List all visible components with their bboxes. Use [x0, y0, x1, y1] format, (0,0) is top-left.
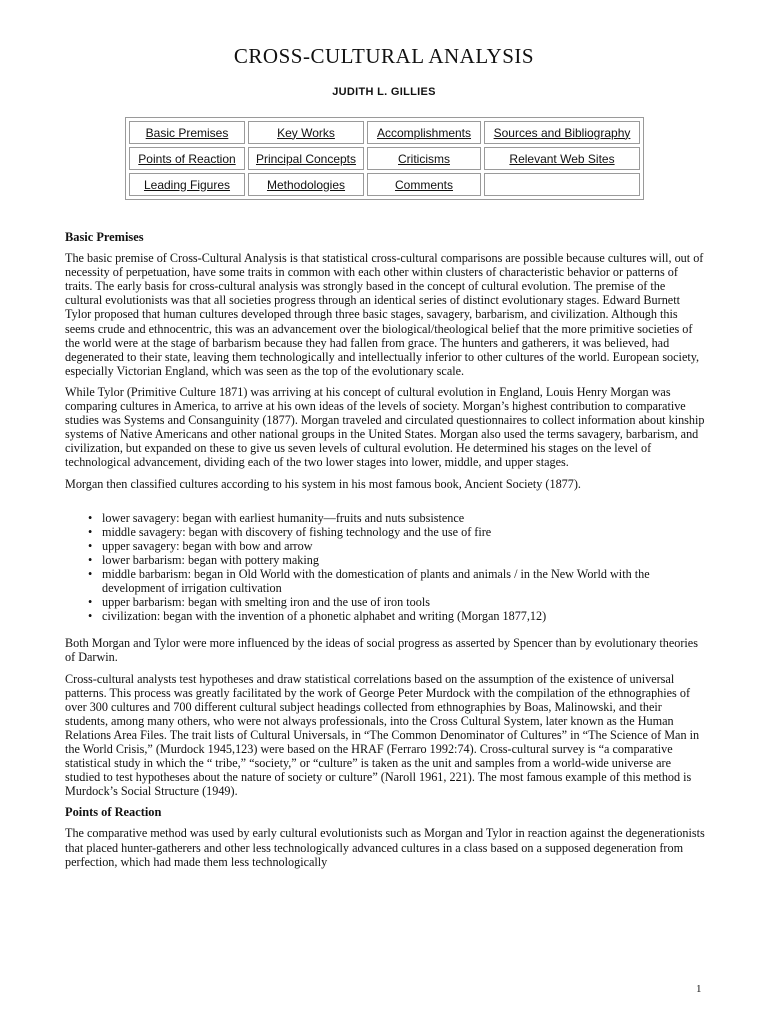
link-relevant-web-sites[interactable]: Relevant Web Sites	[509, 151, 615, 166]
nav-cell	[484, 147, 640, 170]
bullet-icon: •	[88, 609, 93, 624]
list-item: • middle barbarism: began in Old World with the domestication of plants and animals / in the New World with the development of irrigation cultivation	[88, 566, 650, 596]
bullet-icon: •	[88, 552, 93, 567]
page-number: 1	[696, 983, 702, 995]
nav-row	[129, 147, 640, 170]
bullet-icon: •	[88, 510, 93, 525]
nav-cell	[367, 121, 481, 144]
list-item: • middle savagery: began with discovery of fishing technology and the use of fire	[88, 524, 492, 539]
link-basic-premises[interactable]: Basic Premises	[145, 125, 229, 140]
nav-cell	[367, 173, 481, 196]
nav-cell	[248, 147, 364, 170]
nav-cell	[484, 121, 640, 144]
paragraph: Both Morgan and Tylor were more influenced by the ideas of social progress as asserted by Spencer than by evolutionary theories of Darwin.	[65, 636, 698, 665]
link-criticisms[interactable]: Criticisms	[398, 151, 450, 166]
link-accomplishments[interactable]: Accomplishments	[376, 125, 472, 140]
link-comments[interactable]: Comments	[394, 177, 453, 192]
nav-cell-empty	[484, 173, 640, 196]
nav-cell	[367, 147, 481, 170]
list-item: • civilization: began with the invention of a phonetic alphabet and writing (Morgan 1877,12)	[88, 609, 547, 624]
evolution-stages-list	[65, 511, 705, 624]
section-heading-basic-premises: Basic Premises	[65, 230, 144, 244]
bullet-icon: •	[88, 595, 93, 610]
link-leading-figures[interactable]: Leading Figures	[143, 177, 231, 192]
paragraph: Morgan then classified cultures according to his system in his most famous book, Ancient Society (1877).	[65, 476, 581, 491]
link-methodologies[interactable]: Methodologies	[266, 177, 346, 192]
section-heading-points-of-reaction: Points of Reaction	[65, 805, 162, 820]
main-content	[65, 230, 705, 876]
paragraph: While Tylor (Primitive Culture 1871) was arriving at his concept of cultural evolution in England, Louis Henry Morgan was comparing cultures in America, to arrive at his own ideas of the levels of society. Morgan’s highest contribution to comparative studies was Systems and Consanguinity (1877). Morgan traveled and circulated questionnaires to collect information about kinship systems of Native Americans and other national groups in the United States. Morgan also used the terms savagery, barbarism, and civilization, but expanded on these to give us seven levels of cultural evolution. He determined his stages on the level of technological advancement, dividing each of the two lower stages into lower, middle, and upper stages.	[65, 384, 705, 470]
nav-cell	[129, 121, 245, 144]
list-item: • lower savagery: began with earliest humanity—fruits and nuts subsistence	[88, 510, 465, 525]
paragraph: Cross-cultural analysts test hypotheses and draw statistical correlations based on the assumption of the existence of universal patterns. This process was greatly facilitated by the work of George Peter Murdock with the compilation of the ethnographies of over 300 cultures and 700 different cultural subject headings collected from ethnographies by Boas, Malinowski, and their students, among many others, who were not always professionals, into the Cross Cultural System, later known as the Human Relations Area Files. The trait lists of Cultural Universals, in “The Common Denominator of Cultures” in “The Science of Man in the World Crisis,” (Murdock 1945,123) were based on the HRAF (Ferraro 1992:74). Cross-cultural survey is “a comparative statistical study in which the “ tribe,” “society,” or “culture” is taken as the unit and samples from a world-wide universe are studied to test hypotheses about the nature of society or culture” (Naroll 1961, 221). The most famous example of this method is Murdock’s Social Structure (1949).	[65, 671, 700, 799]
link-sources-bibliography[interactable]: Sources and Bibliography	[493, 125, 631, 140]
document-title: CROSS-CULTURAL ANALYSIS	[233, 44, 535, 68]
nav-cell	[248, 173, 364, 196]
nav-cell	[129, 147, 245, 170]
link-points-of-reaction[interactable]: Points of Reaction	[138, 151, 236, 166]
nav-cell	[248, 121, 364, 144]
paragraph: The basic premise of Cross-Cultural Analysis is that statistical cross-cultural comparisons are possible because cultures will, out of necessity of perpetuation, have some traits in common with each other within clusters of characteristic behavior or patterns of traits. The early basis for cross-cultural analysis was strongly based in the concept of cultural evolution. The premise of the cultural evolutionists was that all societies progress through an identical series of distinct evolutionary stages. Edward Burnett Tylor proposed that human cultures developed through three basic stages, savagery, barbarism, and civilization. Although this seems crude and ethnocentric, this was an advancement over the biological/theological belief that the more primitive societies of the world were at the stage of barbarism because they had fallen from grace. The hunters and gatherers, it was believed, had degenerated to their state, leaving them technologically and intellectually inferior to other cultures of the world. European society, especially Victorian England, which was seen as the top of the evolutionary scale.	[65, 251, 704, 378]
nav-row	[129, 121, 640, 144]
document-author: JUDITH L. GILLIES	[332, 86, 436, 98]
list-item: • upper barbarism: began with smelting iron and the use of iron tools	[88, 595, 430, 610]
link-key-works[interactable]: Key Works	[277, 125, 335, 140]
bullet-icon: •	[88, 566, 93, 581]
list-item: • lower barbarism: began with pottery making	[88, 552, 319, 567]
nav-cell	[129, 173, 245, 196]
nav-row	[129, 173, 640, 196]
navigation-table	[125, 117, 644, 200]
list-item: • upper savagery: began with bow and arrow	[88, 538, 313, 553]
paragraph: The comparative method was used by early cultural evolutionists such as Morgan and Tylor in reaction against the degenerationists that placed hunter-gatherers and other less technologically advanced cultures in a class based on a supposed degeneration from perfection, which had made them less technologically	[65, 826, 705, 869]
bullet-icon: •	[88, 524, 93, 539]
link-principal-concepts[interactable]: Principal Concepts	[255, 151, 357, 166]
bullet-icon: •	[88, 538, 93, 553]
